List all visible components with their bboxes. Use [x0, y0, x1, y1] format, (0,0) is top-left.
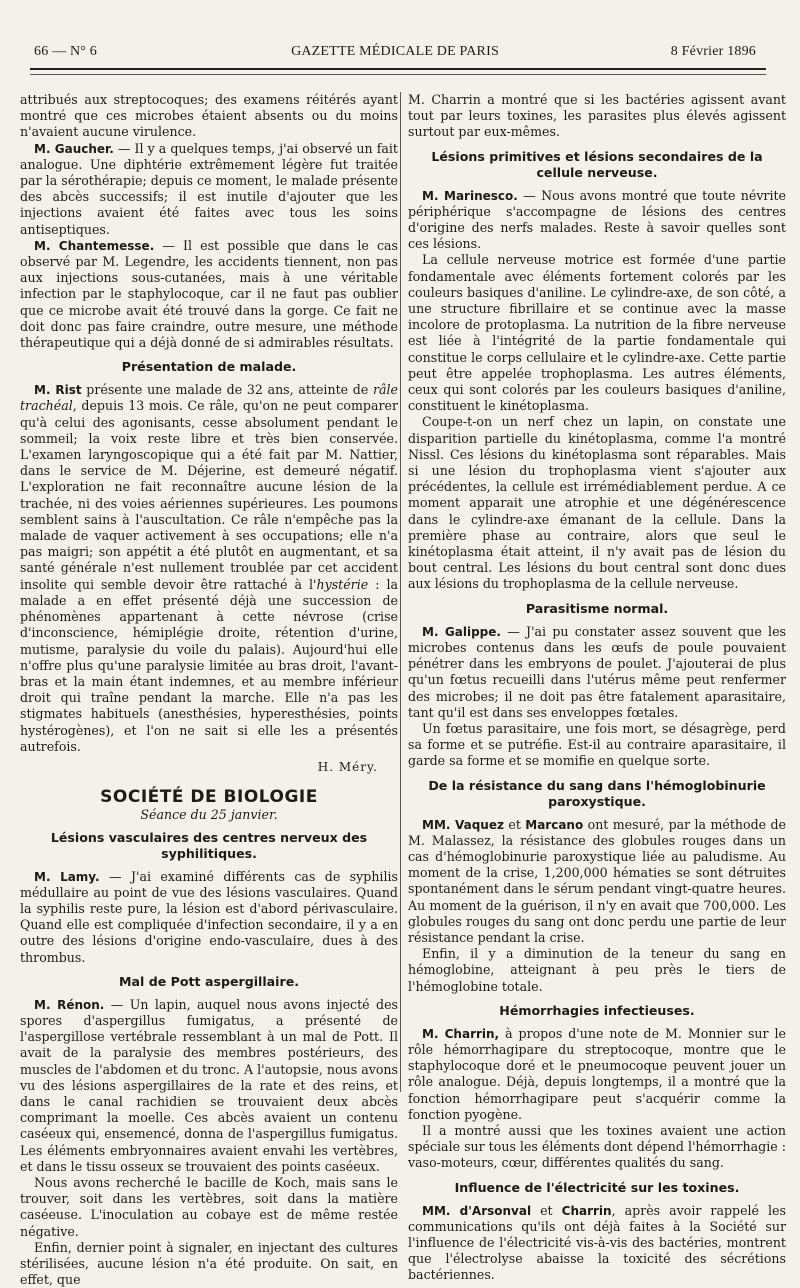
paragraph-text: — J'ai pu constater assez souvent que les microbes contenus dans les œufs de poule pouvaient pénétrer dans les embryons de poulet. J'ajouterai de plus qu'un fœtus recueilli dans l'utérus même peut renfermer des microbes; il ne doit pas être fatalement aparasitaire, tant qu'il est dans ses enveloppes fœtales. [408, 623, 786, 720]
section-heading: Lésions primitives et lésions secondaires de la cellule nerveuse. [431, 148, 763, 180]
paragraph-text: présente une malade de 32 ans, atteinte de [81, 382, 373, 398]
section-heading: Parasitisme normal. [525, 600, 669, 616]
page-number: 66 — N° 6 [34, 44, 98, 59]
section-heading: Présentation de malade. [121, 359, 297, 375]
section-heading: Influence de l'électricité sur les toxines. [454, 1179, 740, 1195]
paragraph-lamy [20, 869, 398, 966]
speaker-name: Charrin [561, 1203, 612, 1218]
paragraph-marinesco [408, 188, 786, 253]
paragraph: Coupe-t-on un nerf chez un lapin, on constate une disparition partielle du kinétoplasma, comme l'a montré Nissl. Ces lésions du kinétoplasma sont réparables. Mais si une lésion du trophoplasma vient s'ajouter aux précédentes, la cellule est irrémédiablement perdue. A ce moment apparait une atrophie et une dégénérescence dans le cylindre-axe émanant de la cellule. Dans la première phase au contraire, alors que seul le kinétoplasma était atteint, il n'y avait pas de lésion du bout central. Les lésions du bout central sont donc dues aux lésions du trophoplasma de la cellule nerveuse. [408, 414, 786, 592]
author-signature: H. Méry. [317, 759, 378, 774]
paragraph: La cellule nerveuse motrice est formée d'une partie fondamentale avec éléments fortement colorés par les couleurs basiques d'aniline. Le cylindre-axe, de son côté, a une structure fibrillaire et se continue avec la masse incolore de protoplasma. La nutrition de la fibre nerveuse est liée à l'intégrité de la partie fondamentale qui constitue le corps cellulaire et le cylindre-axe. Cette partie peut être appelée trophoplasma. Les autres éléments, ceux qui sont colorés par les couleurs basiques d'aniline, constituent le kinétoplasma. [408, 252, 786, 414]
paragraph-text: — Il est possible que dans le cas observé par M. Legendre, les accidents tiennent, non pas aux injections sous-cutanées, mais à une véritable infection par le staphylocoque, car il ne faut pas oublier que ce microbe avait été trouvé dans la gorge. Ce fait ne doit donc pas faire craindre, outre mesure, une méthode thérapeutique qui a déjà donné de si admirables résultats. [20, 237, 399, 351]
speaker-name: MM. d'Arsonval [422, 1203, 532, 1218]
speaker-name: M. Galippe. [422, 624, 501, 639]
paragraph: Nous avons recherché le bacille de Koch, mais sans le trouver, soit dans les vertèbres, soit dans la matière caséeuse. L'inoculation au cobaye est de même restée négative. [20, 1174, 398, 1239]
paragraph-text: , après avoir rappelé les communications qu'ils ont déjà faites à la Société sur l'influence de l'électricité vis-à-vis des bactéries, montrent que l'électrolyse abaisse la toxicité des sécrétions bactériennes. [408, 1202, 786, 1283]
header-rule-thin [30, 74, 766, 75]
paragraph-text: — Nous avons montré que toute névrite périphérique s'accompagne de lésions des centres d'origine des nerfs malades. Reste à savoir quelles sont ces lésions. [408, 187, 786, 252]
speaker-name: Marcano [525, 817, 584, 832]
paragraph: Enfin, il y a diminution de la teneur du sang en hémoglobine, atteignant à peu près le tiers de l'hémoglobine totale. [408, 946, 786, 994]
speaker-name: MM. Vaquez [422, 817, 504, 832]
page-header [34, 44, 756, 66]
section-heading: Hémorrhagies infectieuses. [499, 1002, 695, 1018]
paragraph: M. Charrin a montré que si les bactéries agissent avant tout par leurs toxines, les parasites plus élevés agissent surtout par eux-mêmes. [408, 92, 786, 140]
paragraph-text: , depuis 13 mois. Ce râle, qu'on ne peut comparer qu'à celui des agonisants, cesse absolument pendant le sommeil; la voix reste libre et très bien conservée. L'examen laryngoscopique qui a été fait par M. Nattier, dans le service de M. Déjerine, est demeuré négatif. L'exploration ne fait reconnaître aucune lésion de la trachée, ni des voies aériennes supérieures. Les poumons semblent sains à l'auscultation. Ce râle n'empêche pas la malade de vaquer activement à ses occupations; elle n'a pas maigri; son appétit a été plutôt en augmentant, et sa santé générale n'est nullement troublée par cet accident insolite qui semble devoir être rattaché à l' [20, 398, 398, 592]
paragraph-vaquez [408, 817, 786, 947]
speaker-name: M. Charrin, [422, 1026, 500, 1041]
paragraph-renon [20, 997, 398, 1175]
society-title: SOCIÉTÉ DE BIOLOGIE [100, 787, 318, 808]
columns [20, 92, 786, 1288]
paragraph-text: et [531, 1202, 562, 1218]
paragraph-rist [20, 382, 398, 755]
paragraph-arsonval [408, 1203, 786, 1284]
paragraph-text: — J'ai examiné différents cas de syphilis médullaire au point de vue des lésions vasculaires. Quand la syphilis reste pure, la lésion est d'abord périvasculaire. Quand elle est compliquée d'infection secondaire, il y a en outre des lésions d'origine endo-vasculaire, dues à des thrombus. [20, 868, 398, 965]
italic-term: râle trachéal [20, 382, 398, 414]
speaker-name: M. Gaucher. [34, 141, 114, 156]
header-rule-thick [30, 68, 766, 70]
paragraph-text: — Il y a quelques temps, j'ai observé un fait analogue. Une diphtérie extrêmement légère fut traitée par la sérothérapie; depuis ce moment, le malade présente des abcès successifs; il est inutile d'ajouter que les injections avaient été faites avec tous les soins antiseptiques. [20, 140, 398, 237]
paragraph-text: : la malade a en effet présenté déjà une succession de phénomènes appartenant à cette névrose (crise d'inconscience, hémiplégie droite, rétention d'urine, mutisme, paralysie du voile du palais). Aujourd'hui elle n'offre plus qu'une paralysie limitée au bras droit, l'avant-bras et la main étant indemnes, et au membre inférieur droit qui traîne pendant la marche. Elle n'a pas les stigmates habituels (anesthésies, hyperesthésies, points hystérogènes), et l'on ne sait si elle les a présentés autrefois. [20, 576, 398, 754]
paragraph-text: — Un lapin, auquel nous avons injecté des spores d'aspergillus fumigatus, a présenté de l'aspergillose vertébrale ressemblant à un mal de Pott. Il avait de la paralysie des membres postérieurs, des muscles de l'abdomen et du tronc. A l'autopsie, nous avons vu des lésions aspergillaires de la rate et des reins, et dans le canal rachidien se trouvaient deux abcès comprimant la moelle. Ces abcès avaient un contenu caséeux qui, ensemencé, donna de l'aspergillus fumigatus. Les éléments embryonnaires avaient envahi les vertèbres, et dans le tissu osseux se trouvaient des points caséeux. [20, 996, 398, 1174]
italic-term: hystérie [316, 576, 369, 592]
paragraph: Il a montré aussi que les toxines avaient une action spéciale sur tous les éléments dont dépend l'hémorrhagie : vaso-moteurs, cœur, différentes qualités du sang. [408, 1122, 786, 1171]
paragraph-text: à propos d'une note de M. Monnier sur le rôle hémorrhagipare du streptocoque, montre que le staphylocoque doré et le pneumocoque peuvent jouer un rôle analogue. Déjà, depuis longtemps, il a montré que la fonction hémorrhagipare peut s'acquérir comme la fonction pyogène. [408, 1025, 786, 1122]
paragraph: Enfin, dernier point à signaler, en injectant des cultures stérilisées, aucune lésion n'a été produite. On sait, en effet, que [20, 1239, 398, 1288]
left-column [20, 92, 398, 1288]
paragraph-text: ont mesuré, par la méthode de M. Malassez, la résistance des globules rouges dans un cas d'hémoglobinurie paroxystique liée au paludisme. Au moment de la crise, 1,200,000 hématies se sont détruites spontanément dans le sérum pendant vingt-quatre heures. Au moment de la guérison, il n'y en avait que 700,000. Les globules rouges du sang ont donc perdu une partie de leur résistance pendant la crise. [408, 816, 786, 945]
speaker-name: M. Rénon. [34, 997, 105, 1012]
paragraph-charrin [408, 1026, 786, 1123]
paragraph-galippe [408, 624, 786, 721]
paragraph-text: et [503, 816, 526, 832]
section-heading: Mal de Pott aspergillaire. [118, 973, 300, 989]
session-date: Séance du 25 janvier. [140, 807, 278, 823]
speaker-name: M. Marinesco. [422, 188, 518, 203]
section-heading: Lésions vasculaires des centres nerveux des syphilitiques. [50, 829, 368, 861]
speaker-name: M. Lamy. [34, 869, 100, 884]
paragraph: attribués aux streptocoques; des examens réitérés ayant montré que ces microbes étaient absents ou du moins n'avaient aucune virulence. [20, 92, 398, 140]
paragraph-chantemesse [20, 238, 398, 351]
paragraph-gaucher [20, 141, 398, 238]
issue-date: 8 Février 1896 [670, 44, 756, 59]
speaker-name: M. Chantemesse. [34, 238, 155, 253]
right-column [408, 92, 786, 1288]
paragraph: Un fœtus parasitaire, une fois mort, se désagrège, perd sa forme et se putréfie. Est-il au contraire aparasitaire, il garde sa forme et se momifie en quelque sorte. [408, 720, 786, 769]
journal-title: GAZETTE MÉDICALE DE PARIS [291, 44, 499, 59]
speaker-name: M. Rist [34, 383, 82, 398]
section-heading: De la résistance du sang dans l'hémoglobinurie paroxystique. [428, 777, 766, 809]
